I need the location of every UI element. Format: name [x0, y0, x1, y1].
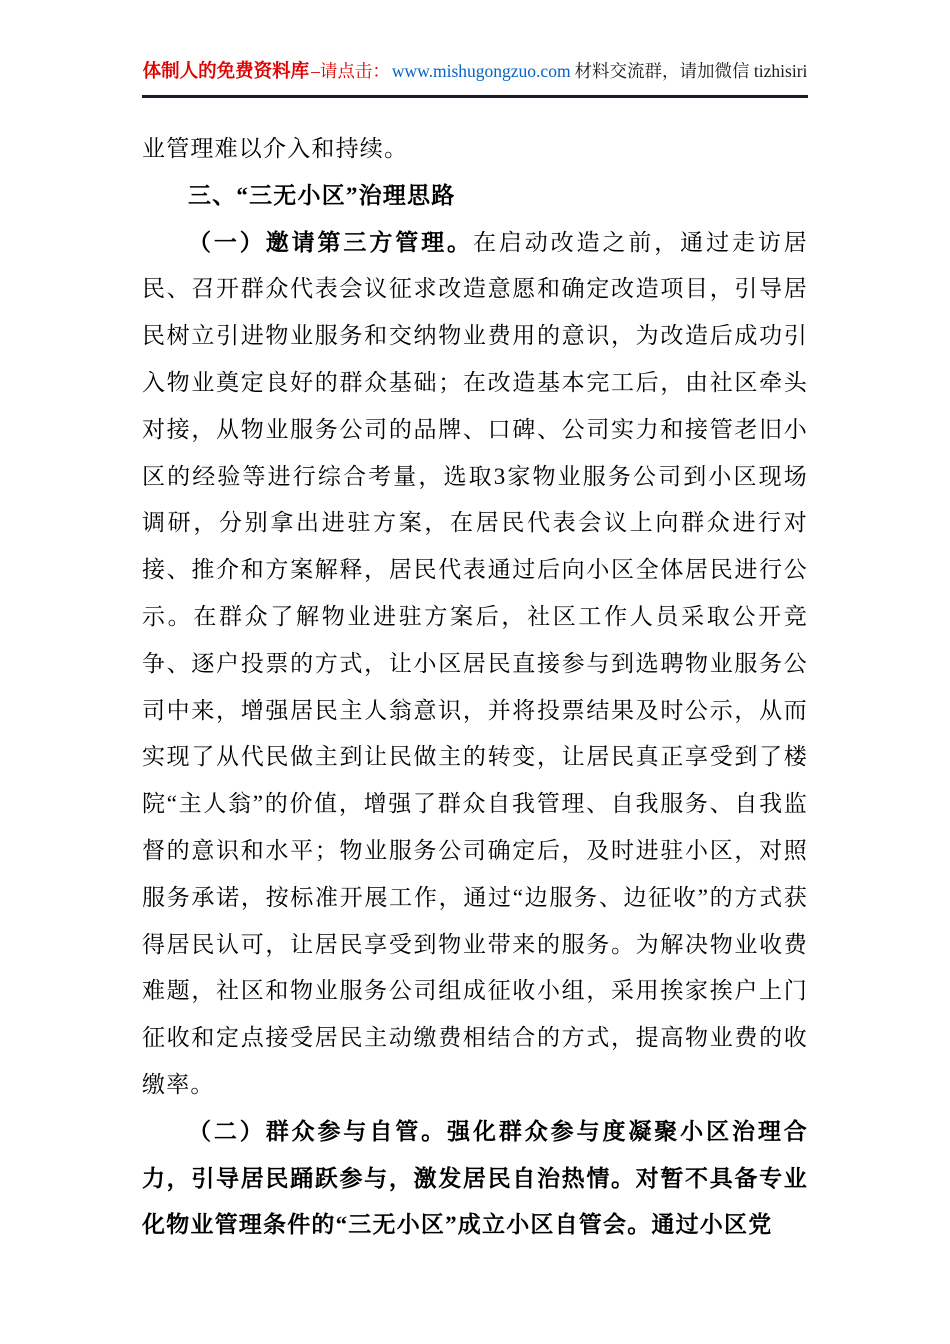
header-click-hint: –请点击： — [311, 61, 390, 81]
heading-section-three — [142, 173, 808, 220]
header-link[interactable]: www.mishugongzuo.com — [391, 61, 571, 81]
text-run: 在启动改造之前，通过走访居民、召开群众代表会议征求改造意愿和确定改造项目，引导居民树立引进物业服务和交纳物业费用的意识，为改造后成功引入物业奠定良好的群众基础；在改造基本完工后，由社区牵头对接，从物业服务公司的品牌、口碑、公司实力和接管老旧小区的经验等进行综合考量，选取3家物业服务公司到小区现场调研，分别拿出进驻方案，在居民代表会议上向群众进行对接、推介和方案解释，居民代表通过后向小区全体居民进行公示。在群众了解物业进驻方案后，社区工作人员采取公开竞争、逐户投票的方式，让小区居民直接参与到选聘物业服务公司中来，增强居民主人翁意识，并将投票结果及时公示，从而实现了从代民做主到让民做主的转变，让居民真正享受到了楼院“主人翁”的价值，增强了群众自我管理、自我服务、自我监督的意识和水平；物业服务公司确定后，及时进驻小区，对照服务承诺，按标准开展工作，通过“边服务、边征收”的方式获得居民认可，让居民享受到物业带来的服务。为解决物业收费难题，社区和物业服务公司组成征收小组，采用挨家挨户上门征收和定点接受居民主动缴费相结合的方式，提高物业费的收缴率。 — [142, 229, 808, 1097]
header-suffix: 材料交流群，请加微信 tizhisiri — [574, 61, 808, 81]
text-run: （一）邀请第三方管理。 — [188, 229, 473, 255]
document-body — [142, 126, 808, 1249]
header-brand: 体制人的免费资料库 — [142, 62, 310, 82]
page-header — [142, 58, 808, 98]
text-run: 业管理难以介入和持续。 — [142, 136, 409, 161]
text-run: （二）群众参与自管。强化群众参与度凝聚小区治理合力，引导居民踊跃参与，激发居民自治热情。对暂不具备专业化物业管理条件的“三无小区”成立小区自管会。通过小区党 — [142, 1118, 808, 1238]
paragraph-point-one — [142, 220, 808, 1109]
text-run: 三、“三无小区”治理思路 — [188, 182, 456, 208]
paragraph-point-two — [142, 1109, 808, 1249]
para-page-continuation — [142, 126, 808, 173]
